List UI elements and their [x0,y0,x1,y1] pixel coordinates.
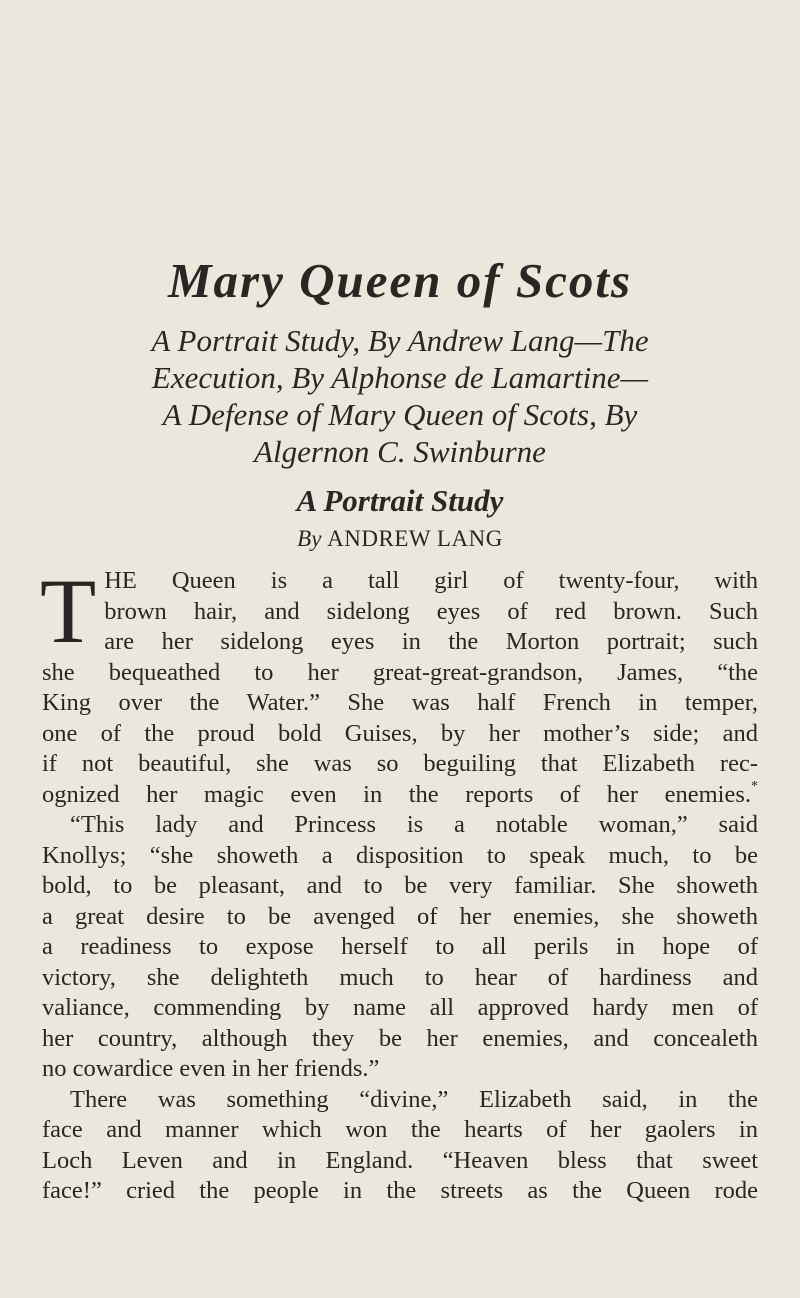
byline [42,524,758,554]
text-line: victory, she delighteth much to hear of hardiness and [42,963,758,991]
text-line: one of the proud bold Guises, by her mother’s side; and [42,719,758,747]
text-line: valiance, commending by name all approved hardy men of [42,994,758,1021]
subtitle-line: A Defense of Mary Queen of Scots, By [162,397,638,432]
text-line: There was something “divine,” Elizabeth said, in the [70,1085,758,1113]
page-title: Mary Queen of Scots [167,253,633,308]
text-line: King over the Water.” She was half French in temper, [42,689,758,716]
text-line-with-footnote [42,780,758,811]
drop-cap: T [40,560,97,662]
text-line: are her sidelong eyes in the Morton portrait; such [104,628,758,655]
text-line: Loch Leven and in England. “Heaven bless that sweet [42,1146,758,1174]
text-line: a great desire to be avenged of her enemies, she showeth [42,902,758,930]
text-line: a readiness to expose herself to all perils in hope of [42,933,758,960]
byline-by: By [297,526,322,551]
text-line: face!” cried the people in the streets as the Queen rode [42,1177,758,1204]
byline-author: ANDREW LANG [327,526,503,551]
subtitle-line: Algernon C. Swinburne [254,434,546,469]
text-line: brown hair, and sidelong eyes of red brown. Such [104,597,758,625]
text-line: she bequeathed to her great-great-grandson, James, “the [42,658,758,686]
section-title: A Portrait Study [296,483,504,518]
text-line: face and manner which won the hearts of her gaolers in [42,1116,758,1143]
text-line: ognized her magic even in the reports of her enemies. [42,780,751,808]
text-line: Knollys; “she showeth a disposition to speak much, to be [42,841,758,869]
text-line: no cowardice even in her friends.” [42,1055,380,1082]
text-line: “This lady and Princess is a notable woman,” said [70,811,758,838]
text-line: bold, to be pleasant, and to be very familiar. She showeth [42,872,758,899]
text-line: HE Queen is a tall girl of twenty-four, with [104,567,758,594]
subtitle-line: Execution, By Alphonse de Lamartine— [151,360,649,395]
footnote-mark[interactable]: * [751,778,758,794]
contents-subtitle [42,322,758,470]
text-line: if not beautiful, she was so beguiling that Elizabeth rec- [42,750,758,777]
text-line: her country, although they be her enemies, and concealeth [42,1024,758,1052]
body-text [40,560,758,1207]
subtitle-line: A Portrait Study, By Andrew Lang—The [151,323,649,358]
first-paragraph [40,560,758,810]
book-page [42,250,758,1207]
